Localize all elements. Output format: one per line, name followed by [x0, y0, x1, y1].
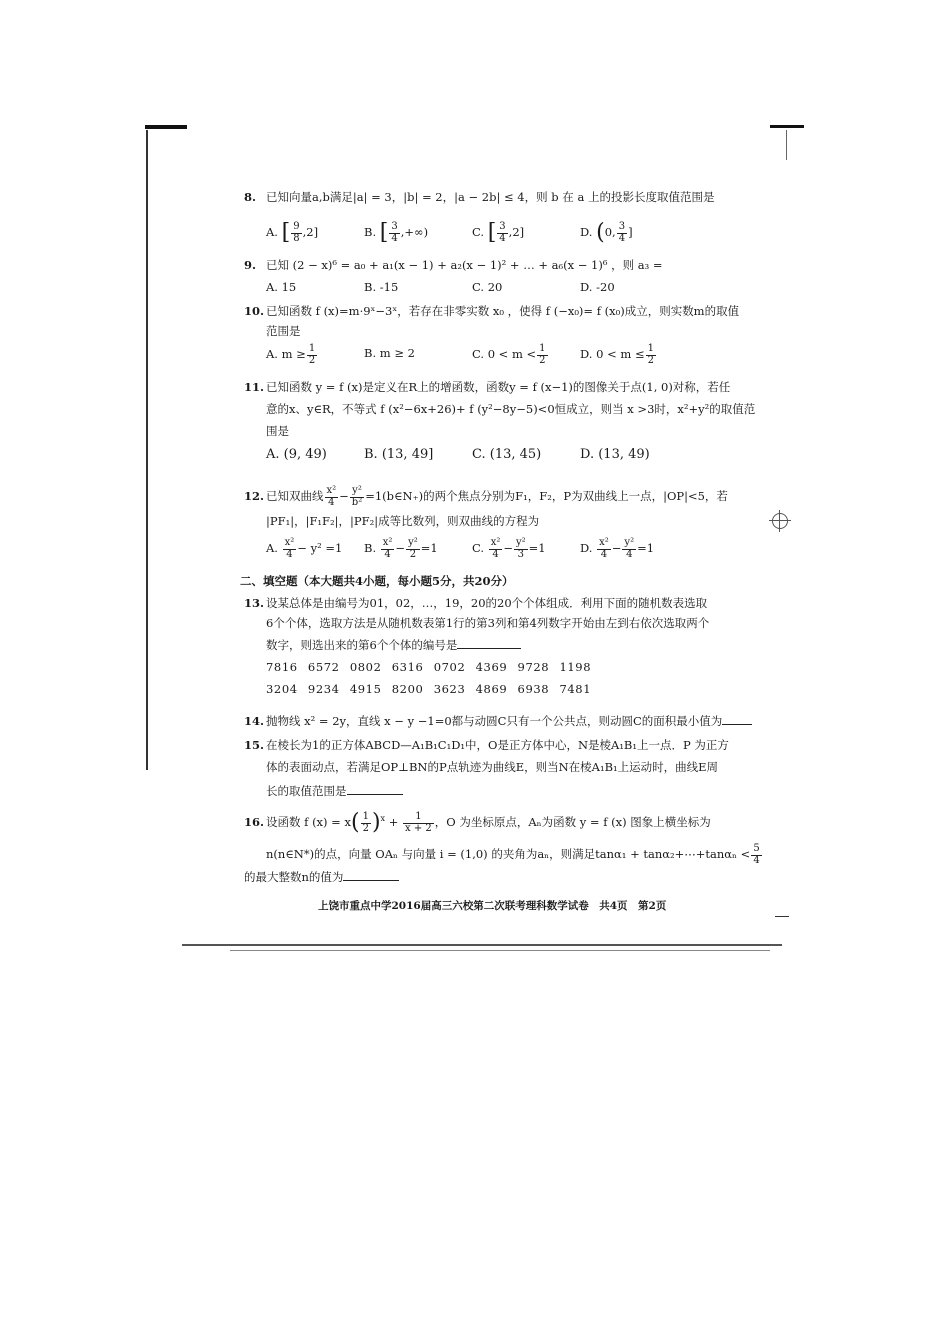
question-text: 的最大整数n的值为: [244, 870, 344, 884]
question-text: 抛物线 x² = 2y，直线 x − y −1=0都与动圆C只有一个公共点，则动圆C的面积最小值为: [266, 714, 723, 728]
option-b: B. (13, 49]: [364, 447, 434, 462]
fraction: [389, 222, 399, 244]
numerator: x²: [326, 485, 337, 496]
numerator: x²: [490, 537, 501, 548]
denominator: 4: [600, 548, 608, 560]
scan-edge-line-left: [146, 130, 148, 770]
question-text: 设某总体是由编号为01，02，…，19，20的20个个体组成．利用下面的随机数表选取: [266, 596, 708, 610]
question-text: n(n∈N*)的点，向量 OAₙ 与向量 i = (1,0) 的夹角为aₙ，则满足tanα₁ + tanα₂+⋯+tanαₙ <: [266, 847, 751, 861]
option-label: C.: [472, 541, 485, 555]
question-number: 14.: [244, 714, 265, 728]
option-tail: ,+∞): [400, 225, 429, 239]
option-c: C. $\frac{\text{x²}}{4}$ − $\frac{\text{y²}}{3}$ =1: [472, 537, 546, 560]
option-label: D.: [580, 347, 593, 361]
option-tail: ,2]: [302, 225, 319, 239]
random-table-row-1: 7816 6572 0802 6316 0702 4369 9728 1198: [266, 660, 592, 674]
option-a: A. (9, 49): [266, 447, 327, 462]
option-tail: ]: [628, 225, 633, 239]
denominator: 4: [391, 232, 398, 244]
question-15: [244, 736, 729, 808]
denominator: 4: [286, 548, 293, 560]
denominator: 2: [308, 354, 316, 366]
option-text: m ≥: [281, 347, 306, 361]
option-a: A. 15: [266, 280, 297, 294]
fraction: [381, 538, 395, 560]
option-label: B.: [364, 225, 377, 239]
exam-page: [240, 186, 760, 888]
option-d: D. (13, 49): [580, 447, 650, 462]
option-text: m ≥ 2: [379, 346, 415, 360]
option-label: A.: [266, 541, 278, 555]
fraction: [307, 344, 317, 366]
option-label: D.: [580, 541, 593, 555]
denominator: 4: [499, 232, 506, 244]
option-label: C.: [472, 225, 485, 239]
scan-corner-mark-right: [770, 125, 804, 128]
question-11: [244, 380, 756, 486]
question-text: 6个个体，选取方法是从随机数表第1行的第3列和第4列数字开始由左到右依次选取两个: [266, 616, 710, 630]
answer-blank[interactable]: [457, 638, 521, 649]
question-text: 已知双曲线: [266, 489, 324, 503]
option-c: [472, 344, 549, 366]
denominator: 2: [539, 354, 546, 366]
question-number: 10.: [244, 304, 265, 318]
option-b: [364, 348, 415, 360]
question-number: 13.: [244, 596, 265, 610]
answer-blank[interactable]: [347, 784, 403, 795]
fraction: [751, 844, 761, 866]
question-text: ，则 b 在 a 上的投影长度取值范围是: [524, 190, 715, 204]
bracket-icon: [: [379, 220, 389, 245]
option-tail: ,2]: [508, 225, 525, 239]
option-d: D. $\frac{\text{x²}}{4}$ − $\frac{\text{y²}}{4}$ =1: [580, 537, 655, 560]
option-b: [364, 222, 428, 244]
question-text: 意的x、y∈R，不等式 f (x²−6x+26)+ f (y²−8y−5)<0恒成立，则当 x >3时，x²+y²的取值范: [266, 402, 756, 416]
option-label: D.: [580, 225, 593, 239]
fraction: [617, 222, 627, 244]
denominator: 4: [753, 854, 760, 866]
numerator: x²: [284, 537, 295, 548]
question-number: 12.: [244, 489, 265, 503]
answer-blank[interactable]: [343, 870, 399, 881]
denominator: 2: [362, 822, 369, 834]
option-label: C.: [472, 347, 485, 361]
option-b: B. -15: [364, 280, 399, 294]
random-table-row-2: 3204 9234 4915 8200 3623 4869 6938 7481: [266, 682, 592, 696]
option-d: D. -20: [580, 280, 615, 294]
question-text: 已知向量: [266, 190, 312, 204]
question-number: 9.: [244, 258, 257, 272]
numerator: y²: [408, 537, 418, 548]
option-text: − y² =1: [297, 541, 343, 555]
operator: −: [339, 489, 349, 503]
question-text: 已知函数 y = f (x)是定义在R上的增函数，函数y = f (x−1)的图像关于点(1, 0)对称，若任: [266, 380, 731, 394]
scan-bottom-rule: [182, 944, 782, 946]
question-text: 体的表面动点，若满足OP⊥BN的P点轨迹为曲线E，则当N在棱A₁B₁上运动时，曲线E周: [266, 760, 719, 774]
question-13: [244, 598, 714, 710]
numerator: x²: [599, 537, 609, 548]
fraction: [406, 538, 420, 560]
question-number: 11.: [244, 380, 265, 394]
numerator: y²: [624, 537, 635, 548]
question-text: 已知函数 f (x)=m·9ˣ−3ˣ，若存在非零实数 x₀ ，使得 f (−x₀)= f (x₀)成立，则实数m的取值: [266, 304, 740, 318]
paren-icon: (: [350, 810, 360, 835]
denominator: x + 2: [405, 822, 432, 834]
option-c: C. (13, 45): [472, 447, 542, 462]
scan-edge-line-right: [786, 130, 787, 160]
denominator: 4: [384, 548, 391, 560]
option-d: D. (0, $\frac{3}{4}$ ]: [580, 220, 633, 245]
option-text: =1: [528, 541, 546, 555]
numerator: 1: [647, 343, 654, 354]
numerator: x²: [382, 537, 393, 548]
question-9: [244, 258, 714, 306]
question-text: ，O 为坐标原点，Aₙ为函数 y = f (x) 图象上横坐标为: [434, 815, 711, 829]
denominator: 3: [517, 548, 525, 560]
denominator: b²: [351, 496, 363, 508]
denominator: 4: [492, 548, 499, 560]
question-text: 已知 (2 − x)⁶ = a₀ + a₁(x − 1) + a₂(x − 1)² + … + a₆(x − 1)⁶ ，则 a₃ =: [266, 258, 663, 272]
page-footer: 上饶市重点中学2016届高三六校第二次联考理科数学试卷 共4页 第2页: [318, 900, 667, 912]
option-label: A.: [266, 347, 278, 361]
question-8: [244, 186, 714, 258]
question-text: 长的取值范围是: [266, 784, 347, 798]
option-text: =1: [420, 541, 438, 555]
vector-conditions: |a| = 3，|b| = 2，|a − 2b| ≤ 4: [352, 190, 525, 204]
option-text: =1: [637, 541, 655, 555]
numerator: 1: [362, 811, 369, 822]
bracket-icon: (: [596, 220, 605, 245]
question-14: [244, 710, 723, 736]
question-10: [244, 304, 740, 382]
fraction: [537, 344, 547, 366]
option-text: 0 < m <: [487, 347, 537, 361]
numerator: 1: [539, 343, 546, 354]
question-text: 围是: [266, 424, 289, 438]
denominator: 2: [409, 548, 417, 560]
paren-icon: ): [371, 810, 381, 835]
scan-corner-mark-left: [145, 125, 187, 129]
question-number: 15.: [244, 738, 265, 752]
option-b: B. $\frac{\text{x²}}{4}$ − $\frac{\text{y²}}{2}$ =1: [364, 537, 438, 560]
numerator: 3: [391, 221, 398, 232]
bracket-icon: [: [281, 220, 291, 245]
registration-mark-icon: [772, 513, 788, 529]
denominator: 8: [293, 232, 300, 244]
numerator: 1: [403, 812, 434, 824]
question-number: 8.: [244, 190, 257, 204]
question-text: =1(b∈N₊)的两个焦点分别为F₁，F₂，P为双曲线上一点，|OP|<5，若: [365, 489, 728, 503]
fraction: [646, 344, 656, 366]
fraction: [291, 222, 301, 244]
fraction: [350, 486, 364, 508]
denominator: 4: [626, 548, 633, 560]
numerator: 9: [293, 221, 300, 232]
vector-names: a,b: [312, 190, 330, 204]
question-number: 16.: [244, 815, 265, 829]
fraction: [325, 486, 339, 508]
fraction: [403, 812, 434, 834]
option-text: 0 < m ≤: [596, 347, 645, 361]
option-a: [266, 538, 342, 560]
answer-blank[interactable]: [722, 714, 752, 725]
fraction: [622, 538, 636, 560]
fraction: [497, 222, 507, 244]
numerator: y²: [516, 537, 526, 548]
option-a: [266, 344, 318, 366]
fraction: [283, 538, 297, 560]
option-label: A.: [266, 225, 278, 239]
numerator: 3: [499, 221, 506, 232]
denominator: 2: [647, 354, 654, 366]
question-text: 在棱长为1的正方体ABCD—A₁B₁C₁D₁中，O是正方体中心，N是棱A₁B₁上一点．P 为正方: [266, 738, 729, 752]
question-text: 设函数 f (x) = x: [266, 815, 351, 829]
option-label: B.: [364, 346, 377, 360]
bracket-icon: [: [487, 220, 497, 245]
option-a: [266, 222, 318, 244]
denominator: 4: [618, 232, 626, 244]
question-16: 16. 设函数 f (x) = x( $\frac{1}{2}$ )$^x$ + $\frac{1}{x + 2}$ ，O 为坐标原点，Aₙ为函数 y = f (x) 图象上横坐标为 n(n∈N*)的点，向量 OAₙ 与向量 i = (1,0) 的夹角为aₙ，则满足tanα₁ + tanα₂+⋯+tanαₙ < $\frac{5}{4}$ 的最大整数n的值为: [244, 810, 760, 884]
fraction: [597, 538, 611, 560]
question-text: 范围是: [266, 324, 301, 338]
option-c: [472, 222, 524, 244]
question-text: 数字，则选出来的第6个个体的编号是: [266, 638, 458, 652]
question-text: |PF₁|，|F₁F₂|，|PF₂|成等比数列，则双曲线的方程为: [266, 514, 540, 528]
fraction: [514, 538, 528, 560]
question-12: [244, 485, 728, 576]
numerator: 5: [753, 843, 760, 854]
denominator: 4: [328, 496, 335, 508]
scan-tick-right: [775, 916, 789, 917]
option-label: B.: [364, 541, 377, 555]
numerator: y²: [350, 486, 364, 498]
fraction: [489, 538, 503, 560]
numerator: 3: [618, 221, 626, 232]
option-d: [580, 344, 657, 366]
section-heading: 二、填空题（本大题共4小题，每小题5分，共20分）: [240, 574, 514, 588]
question-text: 满足: [329, 190, 353, 204]
scan-bottom-rule-2: [230, 950, 770, 951]
fraction: [361, 812, 371, 834]
numerator: 1: [308, 343, 316, 354]
option-c: C. 20: [472, 280, 503, 294]
